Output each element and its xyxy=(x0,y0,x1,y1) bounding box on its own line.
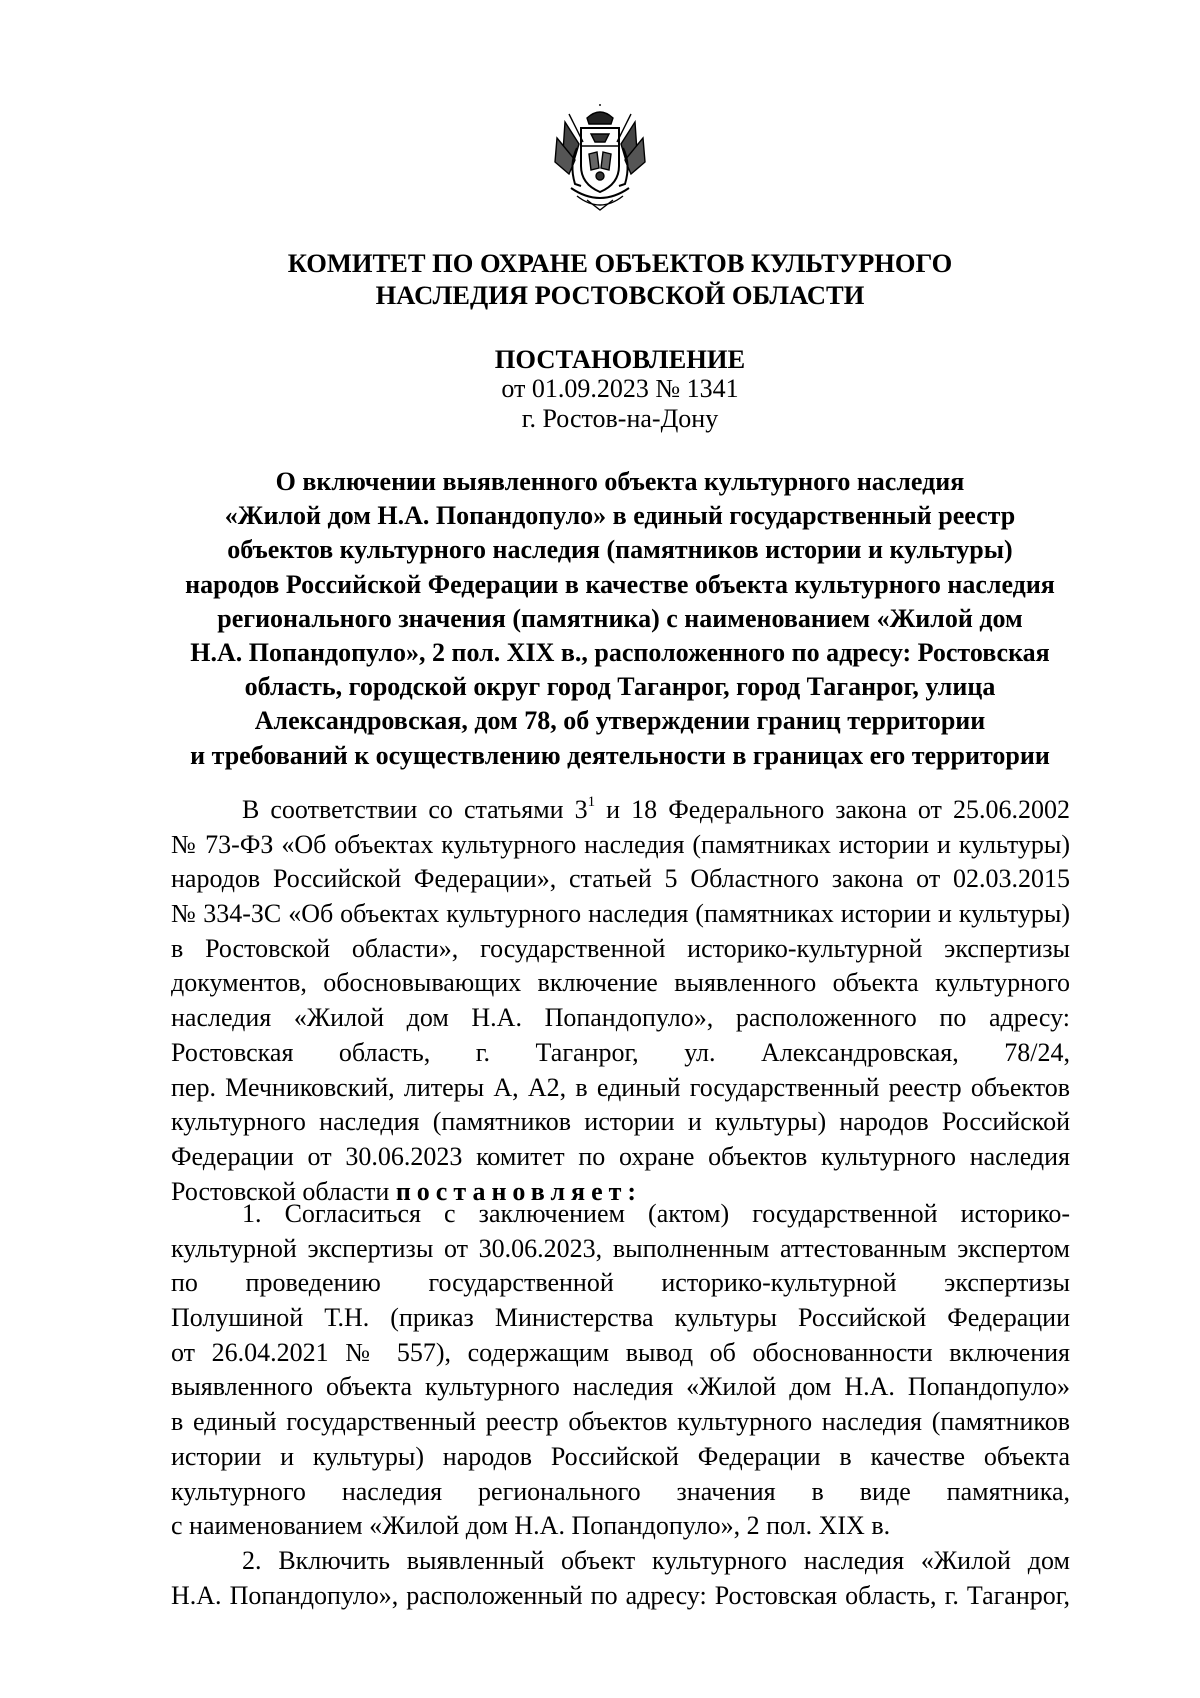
body-line: 1. Согласиться с заключением (актом) государственной историко- xyxy=(242,1199,1070,1228)
resolves-keyword: постановляет: xyxy=(395,1176,643,1206)
preamble-paragraph xyxy=(171,793,1070,1209)
body-line: № 334-ЗС «Об объектах культурного наследия (памятниках истории и культуры) xyxy=(171,899,1070,929)
decree-date-number: от 01.09.2023 № 1341 xyxy=(501,374,739,403)
body-line xyxy=(171,793,1070,828)
body-line: по проведению государственной историко-культурной экспертизы xyxy=(171,1268,1070,1298)
body-line: Ростовская область, г. Таганрог, ул. Александровская, 78/24, xyxy=(171,1037,1070,1067)
subject-line: Н.А. Попандопуло», 2 пол. XIX в., расположенного по адресу: Ростовская xyxy=(190,638,1050,668)
body-line: культурного наследия регионального значения в виде памятника, xyxy=(171,1476,1070,1506)
body-line: от 26.04.2021 № 557), содержащим вывод об обоснованности включения xyxy=(171,1337,1070,1367)
coat-of-arms-emblem xyxy=(547,104,653,214)
body-line: наследия «Жилой дом Н.А. Попандопуло», расположенного по адресу: xyxy=(171,1003,1070,1033)
body-line: пер. Мечниковский, литеры А, А2, в единый государственный реестр объектов xyxy=(171,1072,1070,1102)
body-line: документов, обосновывающих включение выявленного объекта культурного xyxy=(171,968,1070,998)
committee-name-line-1: КОМИТЕТ ПО ОХРАНЕ ОБЪЕКТОВ КУЛЬТУРНОГО xyxy=(287,248,953,278)
subject-line: О включении выявленного объекта культурного наследия xyxy=(275,467,965,496)
subject-line: область, городской округ город Таганрог, город Таганрог, улица xyxy=(244,672,996,702)
body-line: культурного наследия (памятников истории и культуры) народов Российской xyxy=(171,1107,1070,1137)
body-line: с наименованием «Жилой дом Н.А. Попандопуло», 2 пол. XIX в. xyxy=(171,1511,891,1541)
body-line: Федерации от 30.06.2023 комитет по охране объектов культурного наследия xyxy=(171,1141,1070,1171)
body-line: 2. Включить выявленный объект культурного наследия «Жилой дом xyxy=(242,1546,1070,1575)
subject-line: объектов культурного наследия (памятников истории и культуры) xyxy=(227,535,1013,565)
body-line: выявленного объекта культурного наследия «Жилой дом Н.А. Попандопуло» xyxy=(171,1372,1070,1402)
article-superscript: 1 xyxy=(587,794,596,811)
subject-line: регионального значения (памятника) с наименованием «Жилой дом xyxy=(217,603,1023,633)
item-1-paragraph xyxy=(171,1197,1070,1544)
body-line: Полушиной Т.Н. (приказ Министерства культуры Российской Федерации xyxy=(171,1303,1070,1333)
preamble-text: В соответствии со статьями 3 xyxy=(242,795,588,824)
body-line: Н.А. Попандопуло», расположенный по адресу: Ростовская область, г. Таганрог, xyxy=(171,1580,1070,1610)
decree-meta xyxy=(170,374,1070,434)
document-type-heading: ПОСТАНОВЛЕНИЕ xyxy=(494,344,746,374)
subject-line: народов Российской Федерации в качестве объекта культурного наследия xyxy=(185,569,1055,599)
body-line: культурной экспертизы от 30.06.2023, выполненным аттестованным экспертом xyxy=(171,1233,1070,1263)
committee-name xyxy=(170,247,1070,311)
body-line: № 73-ФЗ «Об объектах культурного наследия (памятниках истории и культуры) xyxy=(171,829,1070,859)
decree-subject xyxy=(170,465,1070,773)
body-line: в Ростовской области», государственной историко-культурной экспертизы xyxy=(171,933,1070,963)
preamble-text: Ростовской области xyxy=(171,1176,396,1206)
body-line: истории и культуры) народов Российской Федерации в качестве объекта xyxy=(171,1441,1070,1471)
subject-line: «Жилой дом Н.А. Попандопуло» в единый государственный реестр xyxy=(224,501,1016,531)
subject-line: и требований к осуществлению деятельности в границах его территории xyxy=(190,740,1050,770)
committee-name-line-2: НАСЛЕДИЯ РОСТОВСКОЙ ОБЛАСТИ xyxy=(375,280,865,310)
preamble-text: и 18 Федерального закона от 25.06.2002 xyxy=(595,795,1070,824)
body-line: народов Российской Федерации», статьей 5 Областного закона от 02.03.2015 xyxy=(171,864,1070,894)
item-2-paragraph xyxy=(171,1544,1070,1613)
body-line: в единый государственный реестр объектов культурного наследия (памятников xyxy=(171,1407,1070,1437)
decree-city: г. Ростов-на-Дону xyxy=(521,404,719,433)
subject-line: Александровская, дом 78, об утверждении границ территории xyxy=(254,706,986,736)
